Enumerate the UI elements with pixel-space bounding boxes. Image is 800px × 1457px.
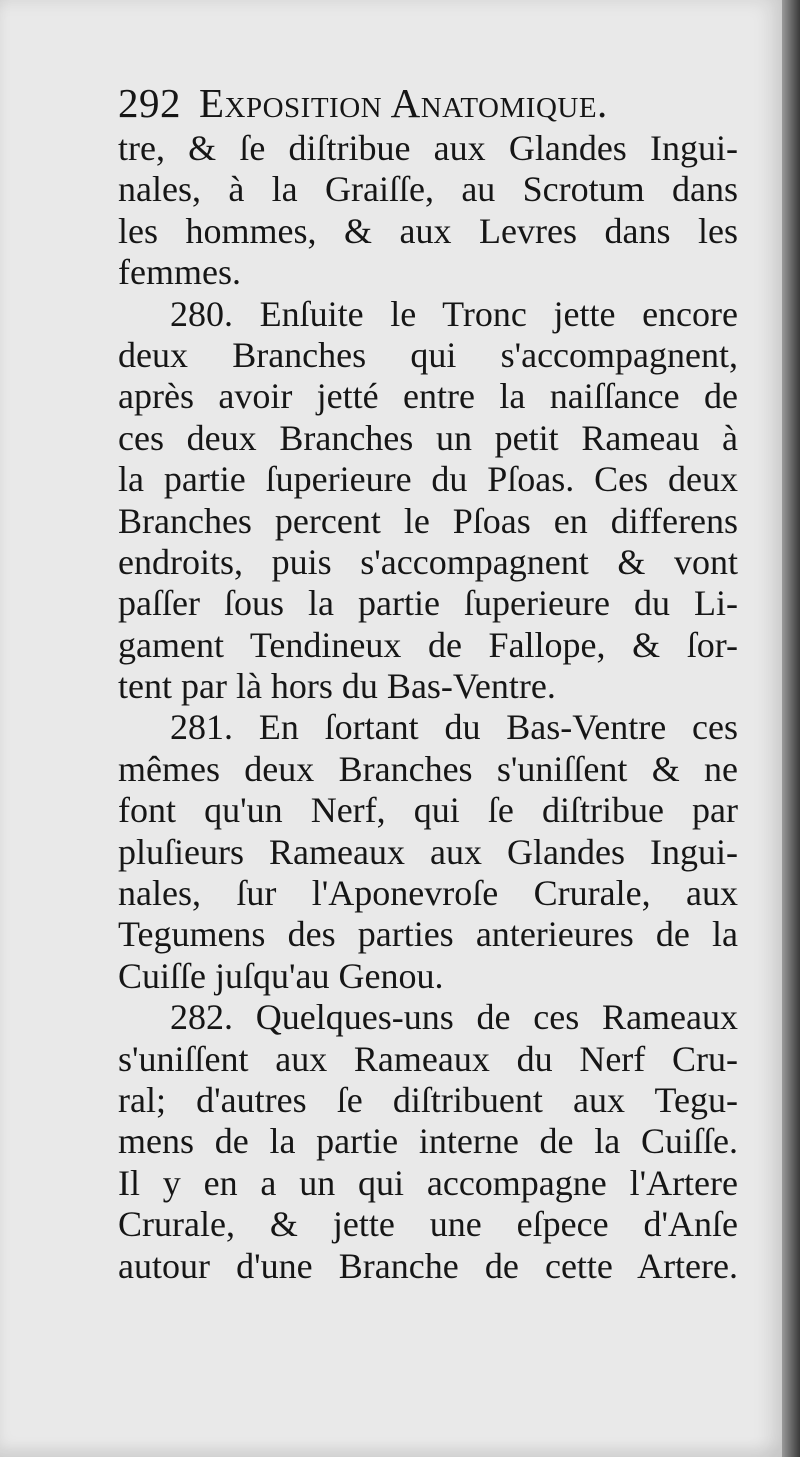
text-line: après avoir jetté entre la naiſſance de [118, 376, 738, 417]
text-line: tent par là hors du Bas-Ventre. [118, 666, 556, 707]
text-line: Branches percent le Pſoas en differens [118, 500, 738, 541]
text-line: gament Tendineux de Fallope, & ſor- [118, 624, 738, 665]
running-header [118, 78, 738, 128]
text-line: mens de la partie interne de la Cuiſſe. [118, 1121, 738, 1162]
text-line: mêmes deux Branches s'uniſſent & ne [118, 748, 738, 789]
text-line: nales, à la Graiſſe, au Scrotum dans [118, 169, 738, 210]
text-line: paſſer ſous la partie ſuperieure du Li- [118, 583, 738, 624]
text-line: deux Branches qui s'accompagnent, [118, 334, 738, 375]
text-line: ral; d'autres ſe diſtribuent aux Tegu- [118, 1079, 738, 1120]
page-edge-shadow [782, 0, 800, 1457]
page-text [118, 78, 738, 1287]
text-line: ces deux Branches un petit Rameau à [118, 417, 738, 458]
text-line: nales, ſur l'Aponevroſe Crurale, aux [118, 873, 738, 914]
text-line: 282. Quelques-uns de ces Rameaux [170, 997, 738, 1038]
text-line: endroits, puis s'accompagnent & vont [118, 541, 738, 582]
page-number: 292 [118, 80, 181, 126]
text-line: femmes. [118, 252, 241, 293]
text-line: Tegumens des parties anterieures de la [118, 914, 738, 955]
text-line: s'uniſſent aux Rameaux du Nerf Cru- [118, 1038, 738, 1079]
text-line: Crurale, & jette une eſpece d'Anſe [118, 1204, 738, 1245]
text-line: les hommes, & aux Levres dans les [118, 210, 738, 251]
text-line: 280. Enſuite le Tronc jette encore [170, 293, 738, 334]
text-line: la partie ſuperieure du Pſoas. Ces deux [118, 459, 738, 500]
running-title: Exposition Anatomique. [199, 80, 608, 126]
text-line: 281. En ſortant du Bas-Ventre ces [170, 707, 738, 748]
text-line: autour d'une Branche de cette Artere. [118, 1245, 738, 1286]
text-line: Il y en a un qui accompagne l'Artere [118, 1162, 738, 1203]
body-text [118, 128, 738, 1287]
text-line: tre, & ſe diſtribue aux Glandes Ingui- [118, 128, 738, 168]
text-line: Cuiſſe juſqu'au Genou. [118, 955, 444, 996]
text-line: font qu'un Nerf, qui ſe diſtribue par [118, 790, 738, 831]
text-line: pluſieurs Rameaux aux Glandes Ingui- [118, 831, 738, 872]
